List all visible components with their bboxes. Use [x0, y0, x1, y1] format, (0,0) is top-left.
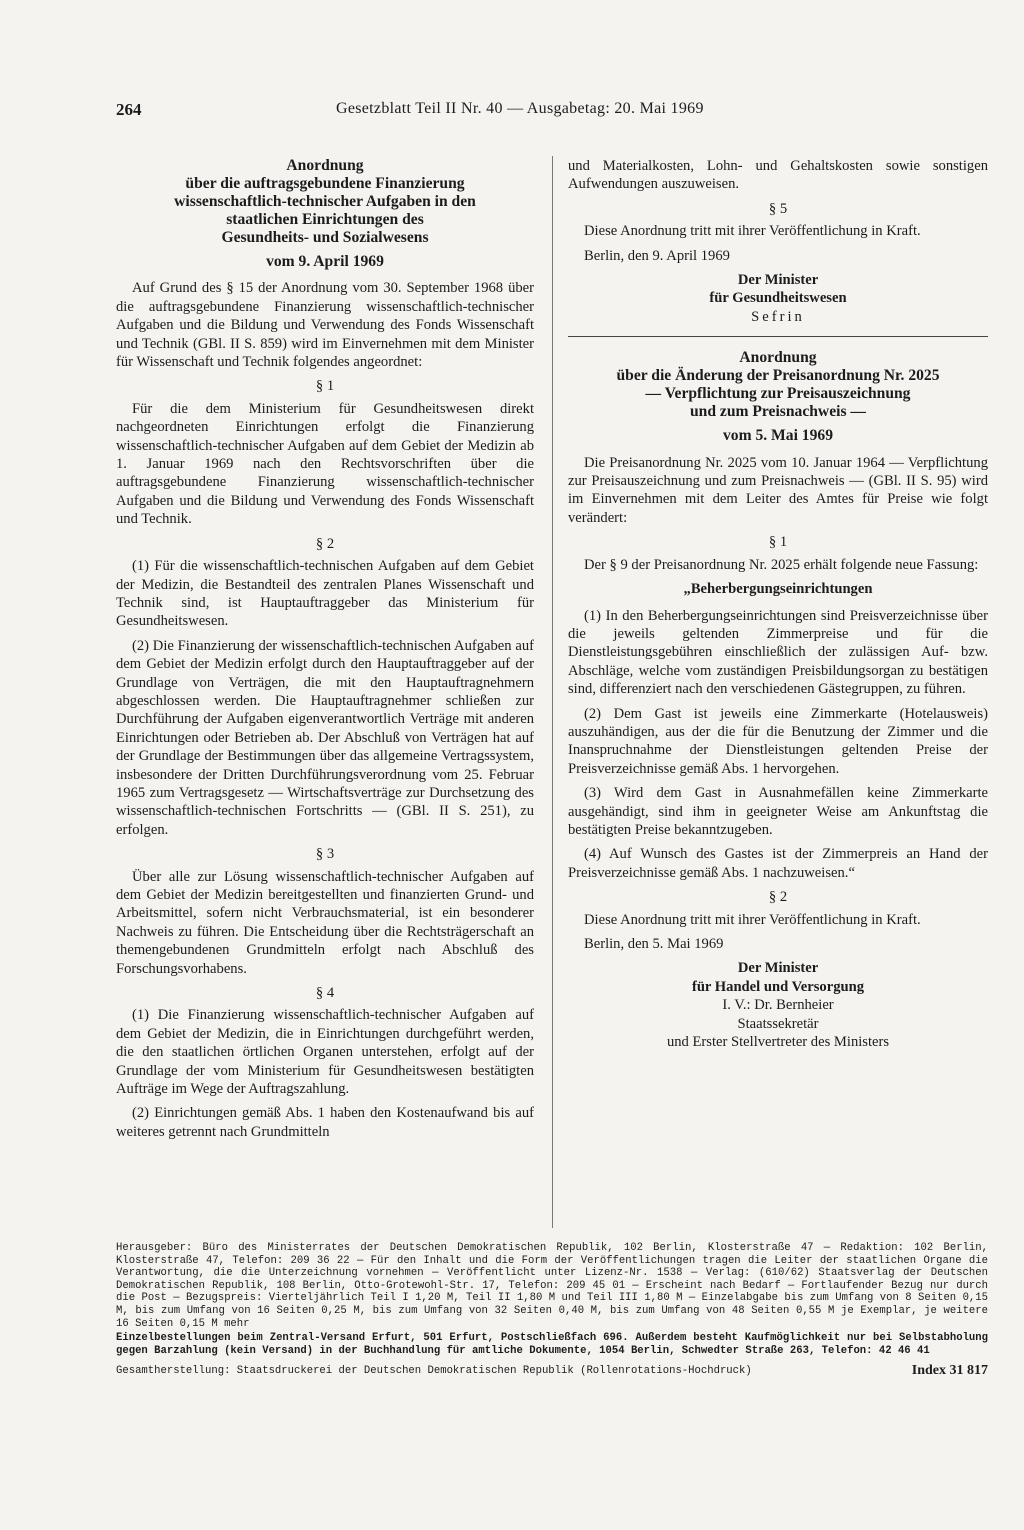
page-number: 264 — [116, 100, 142, 119]
index-number: Index 31 817 — [911, 1363, 988, 1379]
signature-title: Der Minister — [737, 960, 819, 977]
signature-title: Der Minister — [737, 272, 819, 289]
title-line: Anordnung — [286, 157, 364, 174]
section-paragraph: (3) Wird dem Gast in Ausnahmefällen keine Zimmerkarte ausgehändigt, sind ihm in geeigneter Weise am Ankunftstag die bestätigten Preise bekanntzugeben. — [568, 785, 988, 838]
signatory-name: I. V.: Dr. Bernheier — [722, 997, 834, 1014]
preamble: Auf Grund des § 15 der Anordnung vom 30. September 1968 über die auftragsgebundene Finanzierung wissenschaftlich-technischer Aufgaben und die Bildung und Verwendung des Fonds Wissenschaft und Technik (GBl. II S. 859) wird im Einvernehmen mit dem Minister für Wissenschaft und Technik folgendes angeordnet: — [116, 280, 534, 371]
printer-note: Gesamtherstellung: Staatsdruckerei der Deutschen Demokratischen Republik (Rollenrotations-Hochdruck) — [116, 1365, 752, 1378]
signatory-name: Sefrin — [751, 308, 805, 325]
title-line: über die Änderung der Preisanordnung Nr. 2025 — [616, 367, 940, 385]
right-decree-title — [568, 349, 988, 421]
right-column — [568, 157, 988, 1051]
signature-title: für Gesundheitswesen — [709, 290, 847, 307]
section-text: Diese Anordnung tritt mit ihrer Veröffentlichung in Kraft. — [584, 911, 921, 928]
section-heading: § 2 — [315, 535, 335, 552]
publisher-imprint: Herausgeber: Büro des Ministerrates der Deutschen Demokratischen Republik, 102 Berlin, Klosterstraße 47 — Redaktion: 102 Berlin, Klosterstraße 47, Telefon: 209 36 22 — Für den Inhalt und die Form der Veröffentlichungen tragen die Leiter der staatlichen Organe die Verantwortung, die die Unterzeichnung vornehmen — Veröffentlicht unter Lizenz-Nr. 1538 — Verlag: (610/62) Staatsverlag der Deutschen Demokratischen Republik, 108 Berlin, Otto-Grotewohl-Str. 17, Telefon: 209 45 01 — Erscheint nach Bedarf — Fortlaufender Bezug nur durch die Post — Bezugspreis: Vierteljährlich Teil I 1,20 M, Teil II 1,80 M und Teil III 1,80 M — Einzelabgabe bis zum Umfang von 8 Seiten 0,15 M, bis zum Umfang von 16 Seiten 0,25 M, bis zum Umfang von 32 Seiten 0,40 M, bis zum Umfang von 48 Seiten 0,55 M je Exemplar, je weitere 16 Seiten 0,15 M mehr — [116, 1242, 988, 1330]
title-line: staatlichen Einrichtungen des — [226, 211, 424, 228]
running-header: Gesetzblatt Teil II Nr. 40 — Ausgabetag: 20. Mai 1969 — [336, 100, 704, 117]
column-divider — [552, 156, 553, 1228]
section-paragraph: (1) Für die wissenschaftlich-technischen Aufgaben auf dem Gebiet der Medizin, die Bestandteil des zentralen Planes Wissenschaft und Technik sind, ist Hauptauftraggeber das Ministerium für Gesundheitswesen. — [116, 558, 534, 630]
signatory-role: und Erster Stellvertreter des Ministers — [666, 1034, 890, 1051]
section-paragraph: (4) Auf Wunsch des Gastes ist der Zimmerpreis an Hand der Preisverzeichnisse gemäß Abs. 1 nachzuweisen.“ — [568, 846, 988, 881]
orders-notice: Einzelbestellungen beim Zentral-Versand Erfurt, 501 Erfurt, Postschließfach 696. Außerdem besteht Kaufmöglichkeit nur bei Selbstabholung gegen Barzahlung (kein Versand) in der Buchhandlung für amtliche Dokumente, 1054 Berlin, Schwedter Straße 263, Telefon: 42 46 41 — [116, 1332, 988, 1357]
section-heading: § 5 — [768, 200, 788, 217]
title-line: über die auftragsgebundene Finanzierung — [185, 175, 465, 192]
left-decree-date: vom 9. April 1969 — [266, 253, 384, 270]
title-line: wissenschaftlich-technischer Aufgaben in den — [174, 193, 476, 210]
separator-rule — [568, 336, 988, 337]
section-paragraph: (2) Dem Gast ist jeweils eine Zimmerkarte (Hotelausweis) auszuhändigen, aus der die für die Benutzung der Zimmer und die Inanspruchnahme der Dienstleistungen geltenden Preise der Preisverzeichnisse gemäß Abs. 1 hervorgehen. — [568, 705, 988, 777]
section-paragraph: (2) Die Finanzierung der wissenschaftlich-technischen Aufgaben auf dem Gebiet der Medizin erfolgt durch den Hauptauftraggeber auf der Grundlage von Verträgen, die mit den Hauptauftragnehmern abgeschlossen werden. Die Hauptauftragnehmer schließen zur Durchführung der Aufgaben eigenverantwortlich Verträge mit anderen Einrichtungen oder Betrieben ab. Der Abschluß von Verträgen hat auf der Grundlage der Bestimmungen über das allgemeine Vertragssystem, insbesondere der Dritten Durchführungsverordnung vom 25. Februar 1965 zum Vertragsgesetz — Wirtschaftsverträge zur Durchsetzung des wissenschaftlich-technischen Fortschritts — (GBl. II S. 251), zu erfolgen. — [116, 637, 534, 838]
section-paragraph: (1) In den Beherbergungseinrichtungen sind Preisverzeichnisse über die jeweils geltenden Zimmerpreise und für die Dienstleistungsgebühren einschließlich der zulässigen Auf- bzw. Abschläge, welche vom zuständigen Preisbildungsorgan zu bestätigen sind, differenziert nach den verschiedenen Gästegruppen, zu führen. — [568, 607, 988, 698]
section-text: Für die dem Ministerium für Gesundheitswesen direkt nachgeordneten Einrichtungen erfolgt die Finanzierung wissenschaftlich-technischer Aufgaben auf dem Gebiet der Medizin ab 1. Januar 1969 nach den Rechtsvorschriften über die auftragsgebundene Finanzierung wissenschaftlich-technischer Aufgaben und die Bildung und Verwendung des Fonds Wissenschaft und Technik. — [116, 400, 534, 528]
section-text: Der § 9 der Preisanordnung Nr. 2025 erhält folgende neue Fassung: — [584, 556, 979, 573]
section-paragraph: (2) Einrichtungen gemäß Abs. 1 haben den Kostenaufwand bis auf weiteres getrennt nach Grundmitteln — [116, 1105, 534, 1140]
right-decree-date: vom 5. Mai 1969 — [722, 427, 833, 445]
signature-title: für Handel und Versorgung — [691, 978, 865, 995]
left-decree-title — [116, 157, 534, 247]
imprint-footer — [116, 1242, 988, 1378]
signatory-role: Staatssekretär — [737, 1015, 819, 1032]
section-heading: § 1 — [315, 378, 335, 395]
title-line: — Verpflichtung zur Preisauszeichnung — [645, 385, 911, 403]
section-paragraph: (1) Die Finanzierung wissenschaftlich-technischer Aufgaben auf dem Gebiet der Medizin, die in Einrichtungen durchgeführt werden, die den staatlichen örtlichen Organen unterstehen, erfolgt auf der Grundlage der vom Ministerium für Gesundheitswesen bestätigten Aufträge im Wege der Auftragszahlung. — [116, 1007, 534, 1098]
title-line: und zum Preisnachweis — — [689, 403, 867, 421]
title-line: Gesundheits- und Sozialwesens — [221, 229, 429, 246]
section-heading: § 3 — [315, 846, 335, 863]
place-date: Berlin, den 5. Mai 1969 — [584, 936, 724, 952]
section-heading: § 1 — [768, 534, 788, 551]
preamble: Die Preisanordnung Nr. 2025 vom 10. Januar 1964 — Verpflichtung zur Preisauszeichnung und zum Preisnachweis — (GBl. II S. 95) wird im Einvernehmen mit dem Leiter des Amtes für Preise wie folgt verändert: — [568, 454, 988, 526]
left-column — [116, 157, 534, 1147]
section-text: Über alle zur Lösung wissenschaftlich-technischer Aufgaben auf dem Gebiet der Medizin bereitgestellten und finanzierten Grund- und Arbeitsmittel, sofern nicht Verbrauchsmaterial, ist ein besonderer Nachweis zu führen. Die Entscheidung über die Rechtsträgerschaft an themengebundenen Grundmitteln erfolgt nach Abschluß des Forschungsvorhabens. — [116, 868, 534, 977]
quoted-subheading: „Beherbergungseinrichtungen — [683, 581, 873, 598]
title-line: Anordnung — [739, 349, 817, 367]
place-date: Berlin, den 9. April 1969 — [584, 247, 730, 264]
section-heading: § 2 — [768, 889, 788, 906]
printer-line — [116, 1365, 988, 1378]
section-text: Diese Anordnung tritt mit ihrer Veröffentlichung in Kraft. — [584, 223, 921, 240]
continuation-text: und Materialkosten, Lohn- und Gehaltskosten sowie sonstigen Aufwendungen auszuweisen. — [568, 158, 988, 193]
section-heading: § 4 — [315, 985, 335, 1002]
